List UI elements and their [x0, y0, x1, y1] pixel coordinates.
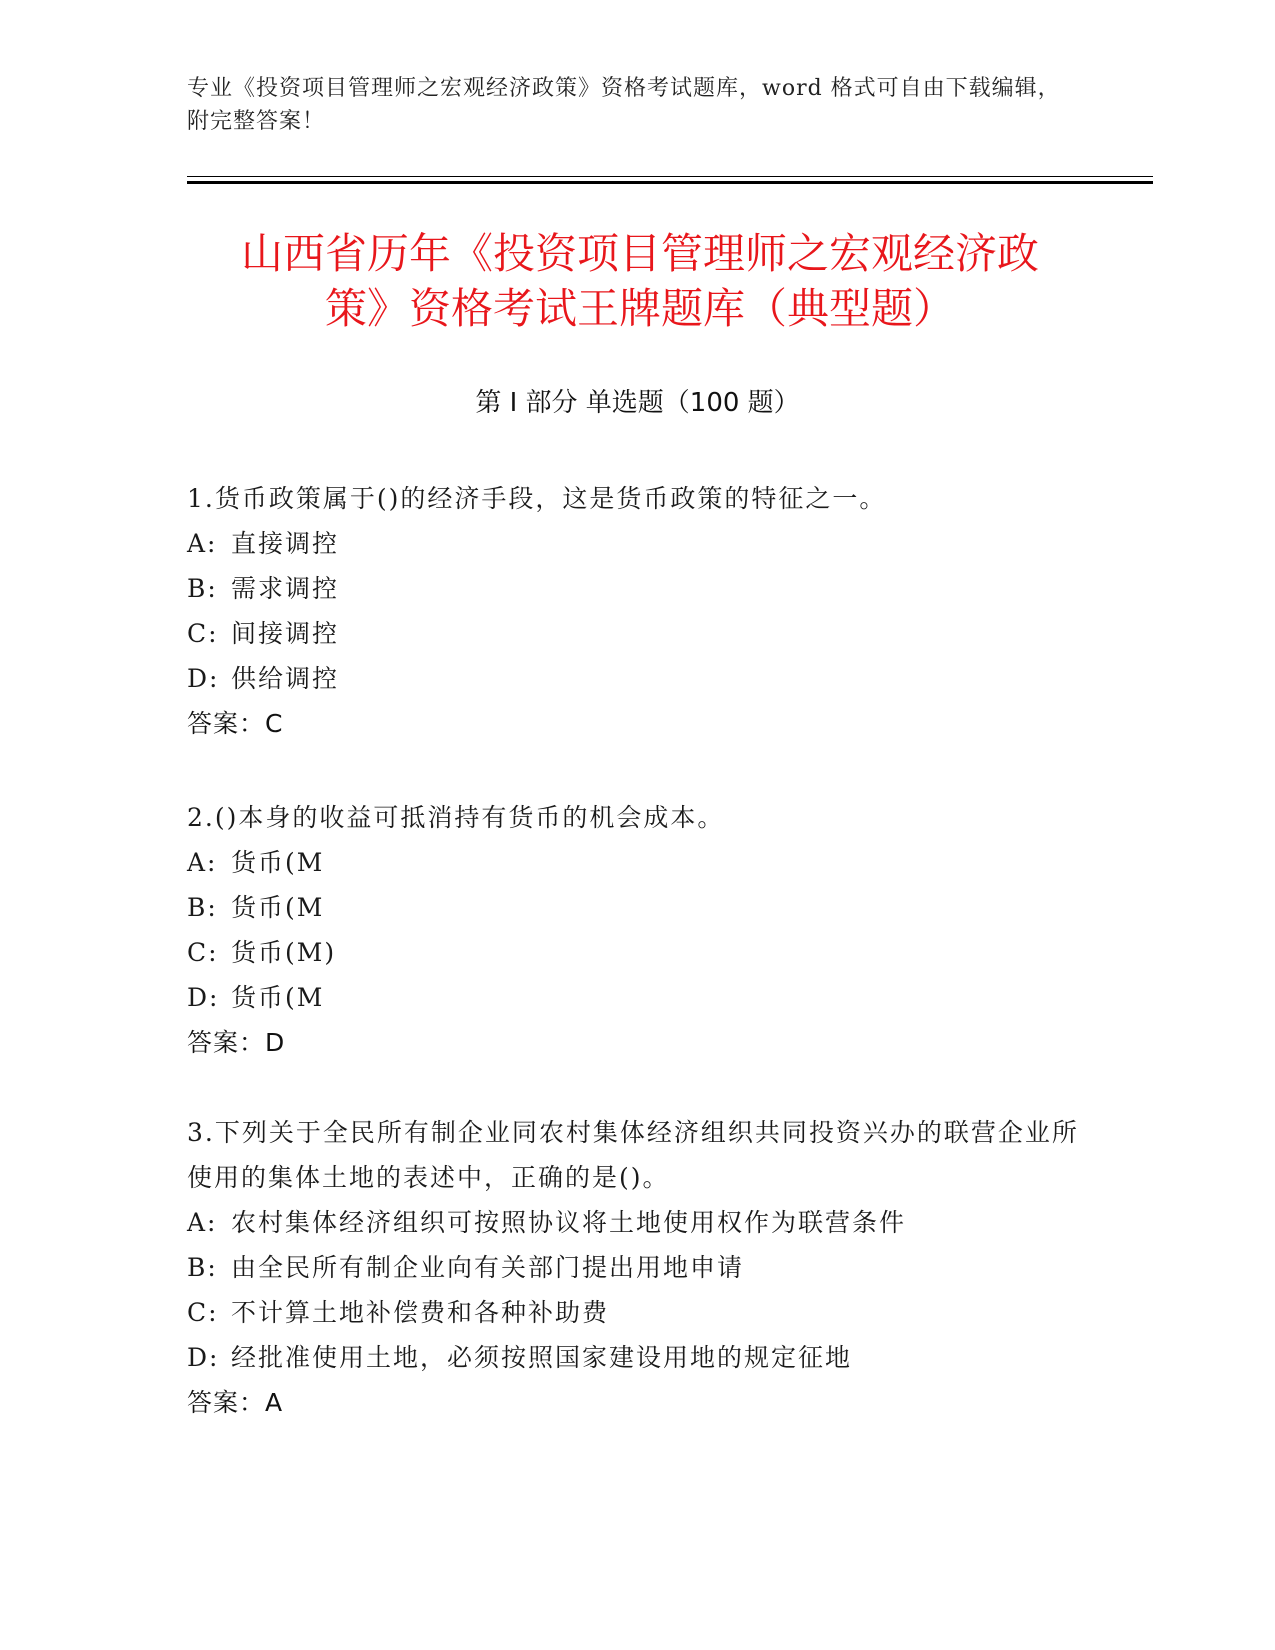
option-text: 货币(M) — [231, 938, 337, 967]
answer: 答案：D — [187, 1028, 286, 1057]
header-divider-thin — [187, 176, 1153, 177]
option-c — [187, 1290, 1087, 1335]
header-note: 专业《投资项目管理师之宏观经济政策》资格考试题库，word 格式可自由下载编辑，附完整答案！ — [187, 76, 1061, 134]
option-a — [187, 1200, 1087, 1245]
option-letter: B: — [187, 574, 218, 603]
option-text: 直接调控 — [231, 529, 340, 558]
option-letter: A: — [187, 1208, 218, 1237]
answer: 答案：A — [187, 1388, 284, 1417]
option-text: 货币(M — [231, 848, 325, 877]
header-divider-thick — [187, 181, 1153, 184]
question-2 — [187, 795, 1087, 1065]
answer: 答案：C — [187, 709, 284, 738]
option-letter: C: — [187, 938, 219, 967]
question-3 — [187, 1110, 1087, 1425]
option-b — [187, 1245, 1087, 1290]
option-a — [187, 521, 1087, 566]
option-text: 经批准使用土地，必须按照国家建设用地的规定征地 — [231, 1343, 853, 1372]
option-c — [187, 611, 1087, 656]
option-b — [187, 566, 1087, 611]
option-letter: D: — [187, 664, 220, 693]
option-text: 农村集体经济组织可按照协议将土地使用权作为联营条件 — [231, 1208, 907, 1237]
option-text: 不计算土地补偿费和各种补助费 — [231, 1298, 610, 1327]
section-title: 第 I 部分 单选题（100 题） — [475, 388, 800, 418]
option-letter: C: — [187, 619, 219, 648]
option-d — [187, 656, 1087, 701]
question-1 — [187, 476, 1087, 746]
option-letter: B: — [187, 1253, 218, 1282]
document-title — [190, 226, 1090, 336]
option-b — [187, 885, 1087, 930]
option-text: 间接调控 — [231, 619, 340, 648]
question-stem: 1.货币政策属于()的经济手段，这是货币政策的特征之一。 — [187, 484, 887, 513]
option-c — [187, 930, 1087, 975]
option-d — [187, 1335, 1087, 1380]
document-title-line-1: 山西省历年《投资项目管理师之宏观经济政 — [240, 229, 1039, 278]
document-title-line-2: 策》资格考试王牌题库（典型题） — [324, 284, 955, 333]
option-letter: C: — [187, 1298, 219, 1327]
option-text: 供给调控 — [231, 664, 340, 693]
option-letter: A: — [187, 529, 218, 558]
option-text: 需求调控 — [231, 574, 340, 603]
question-stem: 3.下列关于全民所有制企业同农村集体经济组织共同投资兴办的联营企业所使用的集体土地的表述中，正确的是()。 — [187, 1118, 1079, 1192]
option-letter: D: — [187, 1343, 220, 1372]
question-stem: 2.()本身的收益可抵消持有货币的机会成本。 — [187, 803, 725, 832]
option-letter: A: — [187, 848, 218, 877]
option-a — [187, 840, 1087, 885]
option-letter: D: — [187, 983, 220, 1012]
option-text: 货币(M — [231, 983, 325, 1012]
option-text: 货币(M — [231, 893, 325, 922]
option-d — [187, 975, 1087, 1020]
option-text: 由全民所有制企业向有关部门提出用地申请 — [231, 1253, 745, 1282]
option-letter: B: — [187, 893, 218, 922]
